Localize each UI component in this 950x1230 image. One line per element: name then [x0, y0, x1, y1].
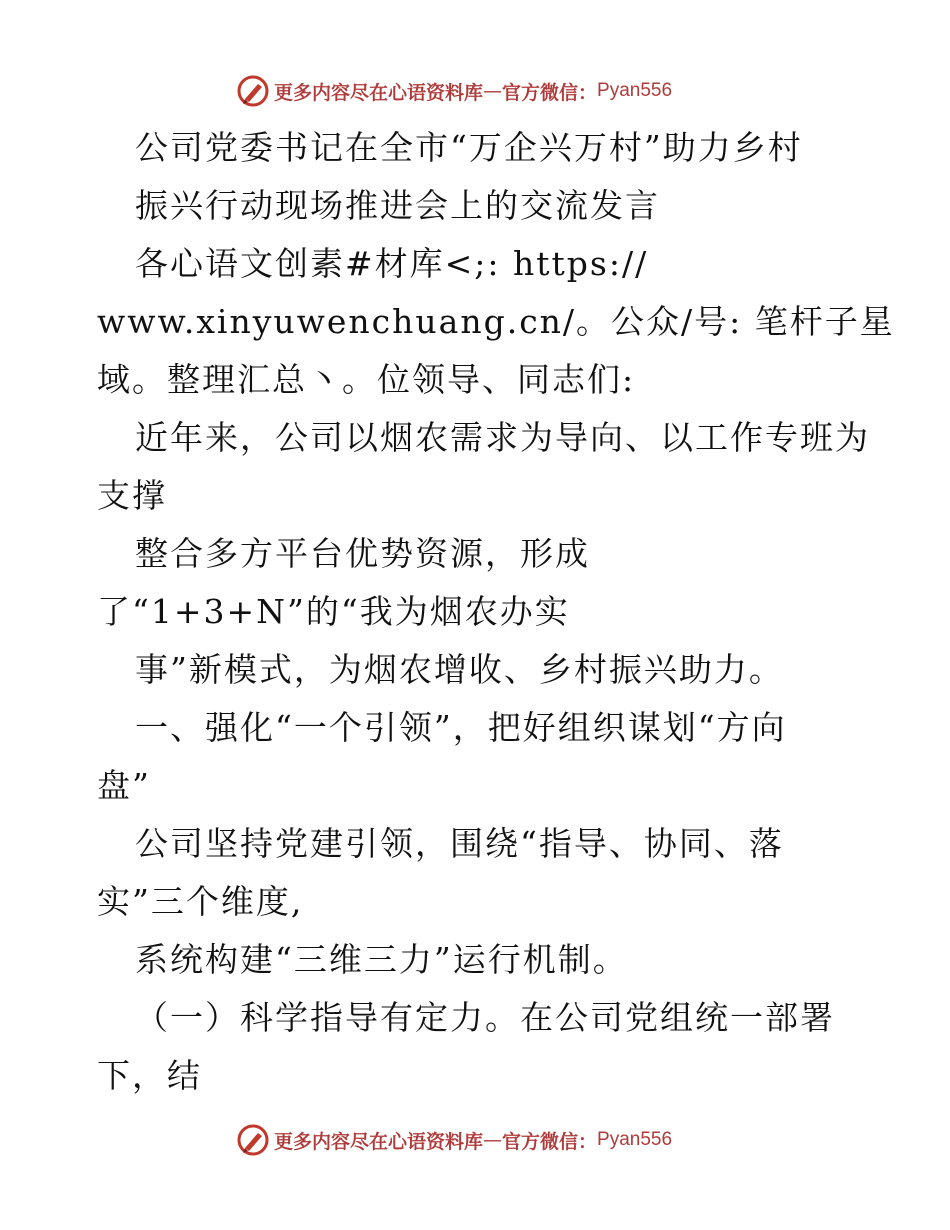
- paragraph-line: 整合多方平台优势资源，形成: [135, 534, 590, 573]
- watermark-wechat-label: 官方微信：: [502, 1130, 598, 1153]
- paragraph-line: 事”新模式，为烟农增收、乡村振兴助力。: [135, 650, 784, 689]
- greeting-line: 域。整理汇总丶。位领导、同志们:: [97, 360, 636, 399]
- watermark-site-name: 更多内容尽在心语资料库: [274, 1130, 484, 1153]
- header-watermark: [236, 74, 672, 108]
- subsection-line: 下，结: [97, 1056, 202, 1095]
- paragraph-line: 公司坚持党建引领，围绕“指导、协同、落: [135, 824, 784, 863]
- source-line-1: 各心语文创素#材库<;: https://: [135, 244, 649, 283]
- source-line-2: www.xinyuwenchuang.cn/。公众/号: 笔杆子星: [97, 302, 895, 341]
- footer-watermark: [236, 1123, 672, 1157]
- paragraph-line: 了“1+3+N”的“我为烟农办实: [97, 592, 570, 631]
- watermark-separator: —: [483, 1129, 503, 1151]
- title-line-1: 公司党委书记在全市“万企兴万村”助力乡村: [135, 128, 803, 167]
- paragraph-line: 系统构建“三维三力”运行机制。: [135, 940, 628, 979]
- subsection-line: （一）科学指导有定力。在公司党组统一部署: [135, 998, 835, 1037]
- paragraph-line: 近年来，公司以烟农需求为导向、以工作专班为: [135, 418, 870, 457]
- watermark-site-name: 更多内容尽在心语资料库: [274, 81, 484, 104]
- watermark-wechat-id: Pyan556: [597, 80, 673, 101]
- pen-logo-icon: [236, 1123, 270, 1157]
- watermark-wechat-label: 官方微信：: [502, 81, 598, 104]
- watermark-separator: —: [483, 80, 503, 102]
- section-heading-line: 一、强化“一个引领”，把好组织谋划“方向: [135, 708, 787, 747]
- paragraph-line: 实”三个维度,: [97, 882, 304, 921]
- pen-logo-icon: [236, 74, 270, 108]
- title-line-2: 振兴行动现场推进会上的交流发言: [135, 186, 660, 225]
- paragraph-line: 支撑: [97, 476, 167, 515]
- section-heading-line: 盘”: [97, 766, 151, 805]
- watermark-wechat-id: Pyan556: [597, 1129, 673, 1150]
